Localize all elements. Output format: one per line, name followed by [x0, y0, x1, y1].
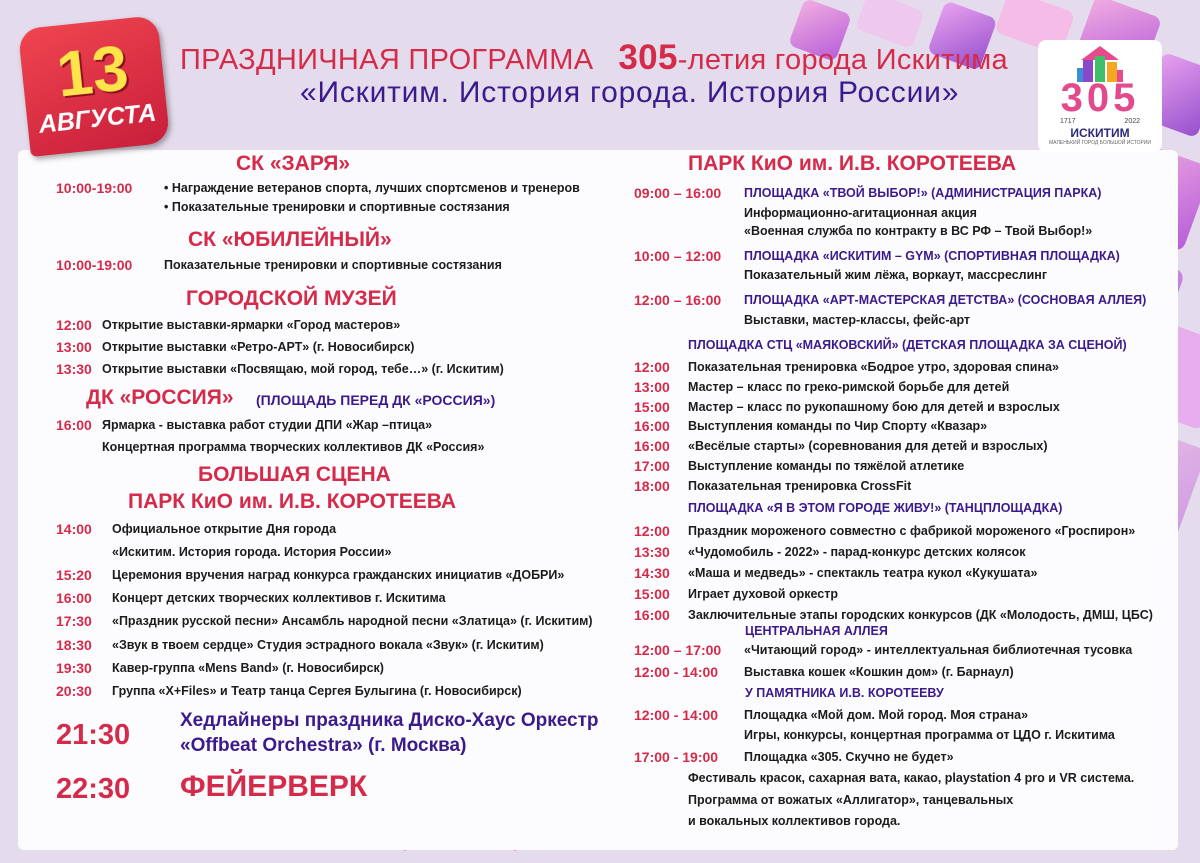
schedule-row: [634, 749, 1174, 767]
schedule-row: [56, 180, 580, 198]
row-text: Заключительные этапы городских конкурсов (ДК «Молодость, ДМШ, ЦБС): [688, 608, 1153, 622]
row-time: 09:00 – 16:00: [634, 185, 722, 201]
section-title-russia: ДК «РОССИЯ»: [86, 386, 234, 409]
row-text: Площадка «Мой дом. Мой город. Моя страна»: [744, 708, 1029, 722]
section-title-museum: ГОРОДСКОЙ МУЗЕЙ: [186, 287, 397, 310]
schedule-row: [634, 792, 1174, 810]
headliner-time: 21:30: [56, 719, 131, 751]
row-time: 12:00: [634, 523, 670, 539]
row-time: 12:00: [634, 359, 670, 375]
row-text: «Чудомобиль - 2022» - парад-конкурс детских колясок: [688, 545, 1026, 559]
schedule-row: [634, 223, 1174, 241]
schedule-row: [56, 317, 576, 335]
row-text: Программа от вожатых «Аллигатор», танцевальных: [688, 793, 1014, 807]
row-time: 15:20: [56, 567, 92, 584]
row-text: Фестиваль красок, сахарная вата, какао, playstation 4 pro и VR система.: [688, 771, 1135, 785]
date-month: АВГУСТА: [37, 98, 158, 139]
schedule-row: [634, 544, 1174, 562]
row-text: Выставки, мастер-классы, фейс-арт: [744, 313, 971, 327]
schedule-row: [56, 660, 616, 678]
schedule-row: [634, 642, 1174, 660]
row-text: Площадка «305. Скучно не будет»: [744, 750, 954, 764]
section-title-monument: У ПАМЯТНИКА И.В. КОРОТЕЕВУ: [745, 686, 944, 700]
row-time: 12:00: [56, 317, 92, 333]
page-subtitle: «Искитим. История города. История России»: [300, 76, 960, 109]
section-title-park: ПАРК КиО им. И.В. КОРОТЕЕВА: [688, 152, 1017, 175]
row-time: 15:00: [634, 398, 670, 415]
row-text: Открытие выставки «Ретро-АРТ» (г. Новосибирск): [102, 340, 415, 354]
schedule-row: [56, 417, 576, 435]
schedule-row: [634, 727, 1174, 745]
schedule-row: [634, 664, 1174, 682]
row-time: 16:00: [56, 590, 92, 607]
row-time: 13:30: [56, 361, 92, 377]
row-time: 10:00-19:00: [56, 180, 133, 196]
row-text: Мастер – класс по рукопашному бою для детей и взрослых: [688, 399, 1060, 414]
title-prefix: ПРАЗДНИЧНАЯ ПРОГРАММА: [180, 44, 594, 76]
section-title-stage: БОЛЬШАЯ СЦЕНА: [198, 463, 391, 486]
schedule-row: [634, 267, 1174, 285]
row-text: Концерт детских творческих коллективов г. Искитима: [112, 591, 446, 606]
row-time: 10:00-19:00: [56, 257, 133, 273]
schedule-row: [634, 523, 1174, 541]
row-time: 17:00 - 19:00: [634, 749, 719, 765]
logo-year-start: 1717: [1060, 118, 1076, 125]
section-title-mayak: ПЛОЩАДКА СТЦ «МАЯКОВСКИЙ» (ДЕТСКАЯ ПЛОЩАДКА ЗА СЦЕНОЙ): [688, 338, 1127, 352]
row-time: 16:00: [634, 607, 670, 623]
row-time: 16:00: [634, 418, 670, 435]
schedule-row: [56, 613, 616, 631]
row-time: 14:00: [56, 521, 92, 537]
schedule-row: [634, 248, 1174, 266]
schedule-row: [634, 458, 1174, 476]
schedule-row: [56, 257, 576, 275]
row-text: Играет духовой оркестр: [688, 587, 838, 601]
row-time: 16:00: [634, 438, 670, 455]
schedule-row: [56, 544, 616, 562]
row-text: Показательная тренировка «Бодрое утро, здоровая спина»: [688, 360, 1059, 374]
row-time: 16:00: [56, 417, 92, 433]
logo-tagline: МАЛЕНЬКИЙ ГОРОД БОЛЬШОЙ ИСТОРИИ: [1048, 140, 1152, 146]
anniversary-logo: [1038, 40, 1162, 152]
schedule-row: [634, 813, 1174, 831]
row-time: 10:00 – 12:00: [634, 248, 722, 264]
row-text: • Награждение ветеранов спорта, лучших спортсменов и тренеров: [164, 181, 580, 195]
logo-years: [1060, 118, 1140, 125]
row-text: Концертная программа творческих коллективов ДК «Россия»: [102, 440, 485, 454]
row-time: 14:30: [634, 565, 670, 581]
row-text: «Звук в твоем сердце» Студия эстрадного вокала «Звук» (г. Искитим): [112, 637, 544, 652]
schedule-row: [634, 205, 1174, 223]
section-title-yubileyny: СК «ЮБИЛЕЙНЫЙ»: [188, 228, 392, 251]
row-text: Открытие выставки «Посвящаю, мой город, тебе…» (г. Искитим): [102, 362, 504, 376]
section-title-dance: ПЛОЩАДКА «Я В ЭТОМ ГОРОДЕ ЖИВУ!» (ТАНЦПЛОЩАДКА): [688, 501, 1063, 515]
row-time: 13:00: [634, 378, 670, 395]
row-time: 18:00: [634, 477, 670, 494]
row-time: 12:00 - 14:00: [634, 707, 719, 723]
row-text: «Маша и медведь» - спектакль театра кукол «Кукушата»: [688, 566, 1038, 580]
row-text: • Показательные тренировки и спортивные состязания: [164, 200, 510, 214]
schedule-row: [56, 439, 576, 457]
row-text: Выставка кошек «Кошкин дом» (г. Барнаул): [744, 665, 1014, 679]
row-time: 17:30: [56, 613, 92, 630]
row-place: ПЛОЩАДКА «ИСКИТИМ – GYM» (СПОРТИВНАЯ ПЛОЩАДКА): [744, 249, 1120, 263]
schedule-row: [634, 379, 1174, 397]
headliner-line2: «Offbeat Orchestra» (г. Москва): [180, 735, 467, 756]
row-text: Праздник мороженого совместно с фабрикой мороженого «Гроспирон»: [688, 524, 1136, 538]
schedule-row: [634, 418, 1174, 436]
row-time: 18:30: [56, 636, 92, 653]
title-suffix: -летия города Искитима: [677, 44, 1008, 76]
row-time: 17:00: [634, 458, 670, 474]
section-title-zarya: СК «ЗАРЯ»: [236, 152, 351, 175]
row-time: 12:00 – 17:00: [634, 642, 722, 658]
row-time: 19:30: [56, 659, 92, 676]
section-title-alley: ЦЕНТРАЛЬНАЯ АЛЛЕЯ: [745, 624, 888, 638]
schedule-row: [634, 438, 1174, 456]
row-text: Официальное открытие Дня города: [112, 522, 337, 536]
row-time: 12:00 - 14:00: [634, 664, 719, 680]
title-number: 305: [618, 38, 678, 77]
page-title: [180, 38, 1060, 78]
fireworks-label: ФЕЙЕРВЕРК: [180, 770, 368, 803]
row-text: Показательный жим лёжа, воркаут, массреслинг: [744, 268, 1048, 282]
schedule-row: [634, 565, 1174, 583]
schedule-row: [56, 567, 616, 585]
row-text: Игры, конкурсы, концертная программа от ЦДО г. Искитима: [744, 728, 1115, 742]
row-text: Показательная тренировка CrossFit: [688, 478, 912, 493]
row-place: ПЛОЩАДКА «ТВОЙ ВЫБОР!» (АДМИНИСТРАЦИЯ ПАРКА): [744, 186, 1102, 200]
row-text: «Военная служба по контракту в ВС РФ – Твой Выбор!»: [744, 224, 1093, 238]
logo-number: 305: [1060, 76, 1140, 120]
row-text: Кавер-группа «Mens Band» (г. Новосибирск): [112, 660, 384, 675]
logo-city: ИСКИТИМ: [1070, 126, 1130, 140]
schedule-row: [634, 707, 1174, 725]
row-text: Информационно-агитационная акция: [744, 206, 977, 220]
row-text: Выступление команды по тяжёлой атлетике: [688, 459, 965, 473]
row-time: 13:30: [634, 544, 670, 560]
schedule-row: [634, 359, 1174, 377]
row-text: Выступления команды по Чир Спорту «Квазар»: [688, 419, 988, 434]
schedule-row: [56, 339, 576, 357]
row-time: 15:00: [634, 586, 670, 602]
row-text: «Праздник русской песни» Ансамбль народной песни «Златица» (г. Искитим): [112, 614, 593, 629]
row-text: «Искитим. История города. История России»: [112, 545, 392, 560]
schedule-row: [634, 312, 1174, 330]
row-time: 13:00: [56, 339, 92, 355]
row-text: «Весёлые старты» (соревнования для детей и взрослых): [688, 439, 1048, 454]
schedule-row: [56, 521, 616, 539]
section-subtitle-stage: ПАРК КиО им. И.В. КОРОТЕЕВА: [128, 490, 457, 513]
schedule-row: [634, 185, 1174, 203]
row-time: 12:00 – 16:00: [634, 292, 722, 308]
row-place: ПЛОЩАДКА «АРТ-МАСТЕРСКАЯ ДЕТСТВА» (СОСНОВАЯ АЛЛЕЯ): [744, 293, 1147, 307]
date-day: 13: [53, 31, 132, 111]
row-text: Мастер – класс по греко-римской борьбе для детей: [688, 379, 1010, 394]
row-time: 20:30: [56, 682, 92, 699]
schedule-row: [56, 637, 616, 655]
schedule-row: [634, 770, 1174, 788]
row-text: Ярмарка - выставка работ студии ДПИ «Жар –птица»: [102, 418, 433, 432]
row-text: и вокальных коллективов города.: [688, 814, 901, 828]
section-place-russia: (ПЛОЩАДЬ ПЕРЕД ДК «РОССИЯ»): [256, 392, 496, 408]
logo-year-end: 2022: [1124, 118, 1140, 125]
schedule-row: [56, 361, 576, 379]
schedule-row: [56, 683, 616, 701]
row-text: Открытие выставки-ярмарки «Город мастеров»: [102, 318, 401, 332]
row-text: Церемония вручения наград конкурса гражданских инициатив «ДОБРИ»: [112, 568, 565, 583]
headliner-line1: Хедлайнеры праздника Диско-Хаус Оркестр: [180, 710, 599, 731]
date-badge: [18, 15, 171, 157]
fireworks-time: 22:30: [56, 773, 131, 805]
row-text: «Читающий город» - интеллектуальная библиотечная тусовка: [744, 643, 1133, 657]
schedule-row: [634, 607, 1174, 625]
schedule-row: [56, 199, 576, 217]
schedule-row: [56, 590, 616, 608]
row-text: Группа «X+Files» и Театр танца Сергея Булыгина (г. Новосибирск): [112, 683, 522, 698]
schedule-row: [634, 292, 1174, 310]
row-text: Показательные тренировки и спортивные состязания: [164, 258, 502, 272]
schedule-row: [634, 478, 1174, 496]
schedule-row: [634, 399, 1174, 417]
schedule-row: [634, 586, 1174, 604]
